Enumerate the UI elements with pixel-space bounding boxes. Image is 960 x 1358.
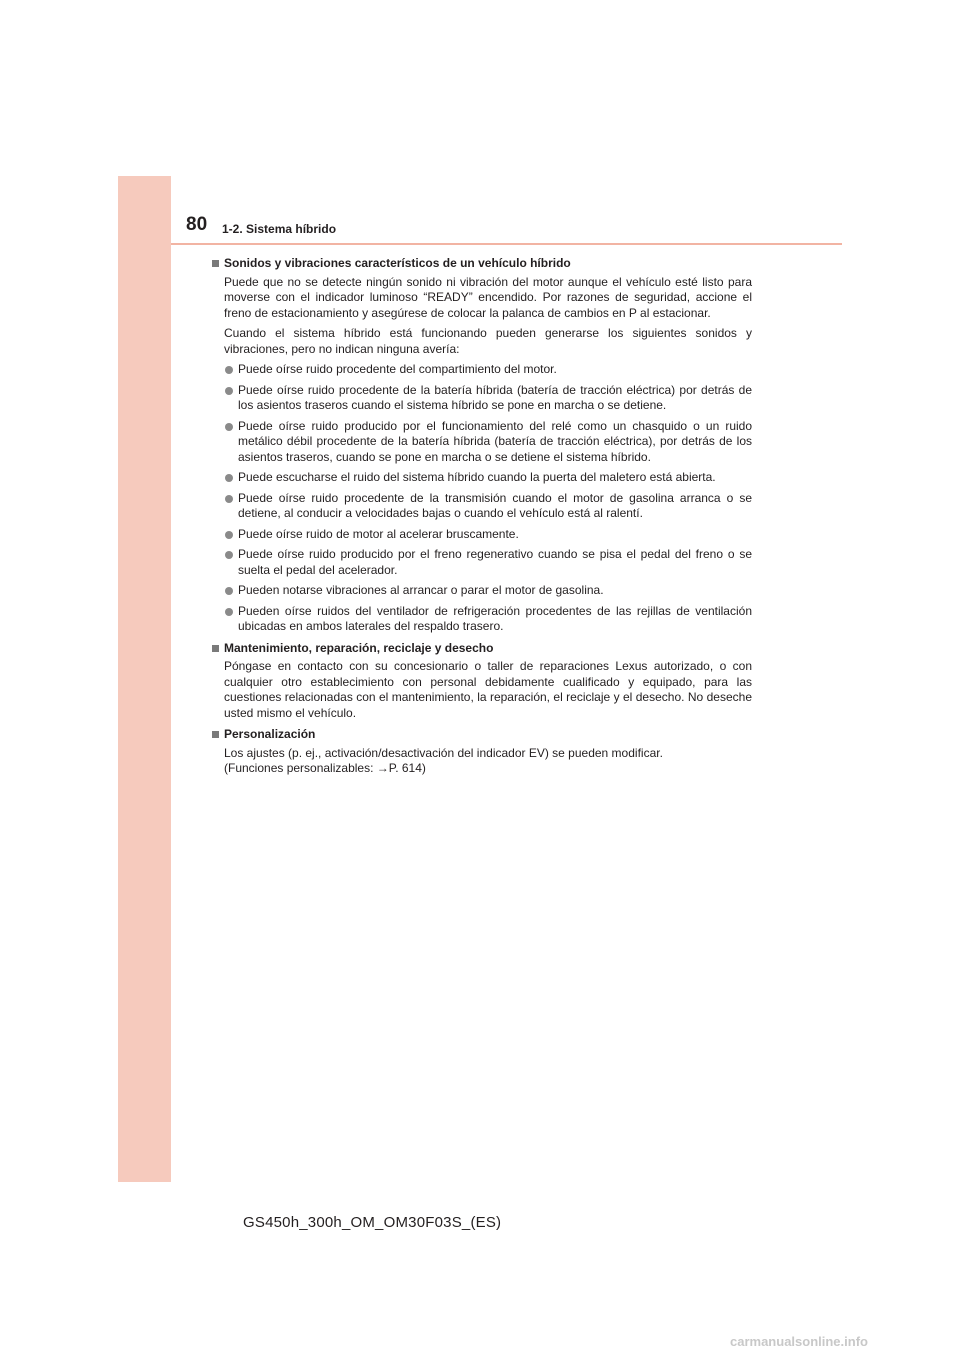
page-number: 80 (186, 214, 208, 235)
list-item (238, 470, 752, 486)
circle-bullet-icon (225, 587, 233, 595)
section-maintenance (210, 641, 752, 722)
list-item-text: Puede oírse ruido de motor al acelerar bruscamente. (238, 526, 519, 541)
circle-bullet-icon (225, 608, 233, 616)
list-item-text: Puede oírse ruido producido por el funcionamiento del relé como un chasquido o un ruido metálico débil procedente de la batería híbrida (batería de tracción eléctrica), por detrás de los asientos traseros, cuando se pone en marcha o se detiene el sistema híbrido. (238, 418, 752, 464)
section-title: 1-2. Sistema híbrido (222, 222, 337, 236)
page-content (210, 256, 752, 783)
paragraph: Póngase en contacto con su concesionario o taller de reparaciones Lexus autorizado, o con cualquier otro establecimiento con personal debidamente cualificado y equipado, para las cuestiones relacionadas con el mantenimiento, la reparación, el reciclaje y el desecho. No deseche usted mismo el vehículo. (224, 659, 752, 720)
paragraph: Los ajustes (p. ej., activación/desactivación del indicador EV) se pueden modificar. (224, 745, 663, 760)
square-bullet-icon (212, 260, 219, 267)
list-item-text: Puede escucharse el ruido del sistema híbrido cuando la puerta del maletero está abierta. (238, 470, 716, 484)
list-item (238, 362, 752, 378)
list-item (238, 383, 752, 414)
list-item (238, 491, 752, 522)
list-item (238, 547, 752, 578)
circle-bullet-icon (225, 495, 233, 503)
document-code: GS450h_300h_OM_OM30F03S_(ES) (243, 1214, 502, 1231)
list-item-text: Pueden oírse ruidos del ventilador de refrigeración procedentes de las rejillas de ventilación ubicadas en ambos laterales del respaldo trasero. (238, 603, 752, 633)
heading-text: Sonidos y vibraciones característicos de un vehículo híbrido (224, 256, 571, 270)
header-rule (171, 243, 842, 245)
circle-bullet-icon (225, 551, 233, 559)
section-heading (210, 641, 752, 657)
list-item-text: Pueden notarse vibraciones al arrancar o parar el motor de gasolina. (238, 583, 604, 597)
list-item-text: Puede oírse ruido procedente de la transmisión cuando el motor de gasolina arranca o se detiene, al conducir a velocidades bajas o cuando el vehículo está al ralentí. (238, 490, 752, 520)
list-item (238, 604, 752, 635)
page-reference-link[interactable]: (Funciones personalizables: →P. 614) (224, 761, 426, 775)
list-item (238, 583, 752, 599)
circle-bullet-icon (225, 474, 233, 482)
circle-bullet-icon (225, 387, 233, 395)
circle-bullet-icon (225, 423, 233, 431)
paragraph: Cuando el sistema híbrido está funcionando pueden generarse los siguientes sonidos y vibraciones, pero no indican ninguna avería: (224, 326, 752, 356)
paragraph: Puede que no se detecte ningún sonido ni vibración del motor aunque el vehículo esté listo para moverse con el indicador luminoso “READY” encendido. Por razones de seguridad, accione el freno de estacionamiento y asegúrese de colocar la palanca de cambios en P al estacionar. (224, 274, 752, 320)
list-item (238, 527, 752, 543)
section-heading (210, 256, 752, 272)
section-customization (210, 727, 752, 777)
heading-text: Personalización (224, 727, 316, 741)
square-bullet-icon (212, 731, 219, 738)
list-item (238, 419, 752, 466)
list-item-text: Puede oírse ruido procedente del compartimiento del motor. (238, 362, 557, 376)
circle-bullet-icon (225, 366, 233, 374)
chapter-sidebar-tab (118, 176, 171, 1182)
square-bullet-icon (212, 645, 219, 652)
section-sounds (210, 256, 752, 635)
list-item-text: Puede oírse ruido producido por el freno regenerativo cuando se pisa el pedal del freno o se suelta el pedal del acelerador. (238, 547, 752, 577)
heading-text: Mantenimiento, reparación, reciclaje y desecho (224, 640, 494, 655)
circle-bullet-icon (225, 531, 233, 539)
section-heading (210, 727, 752, 743)
list-item-text: Puede oírse ruido procedente de la batería híbrida (batería de tracción eléctrica) por detrás de los asientos traseros cuando el sistema híbrido se pone en marcha o se detiene. (238, 382, 752, 412)
watermark: carmanualsonline.info (730, 1334, 868, 1349)
